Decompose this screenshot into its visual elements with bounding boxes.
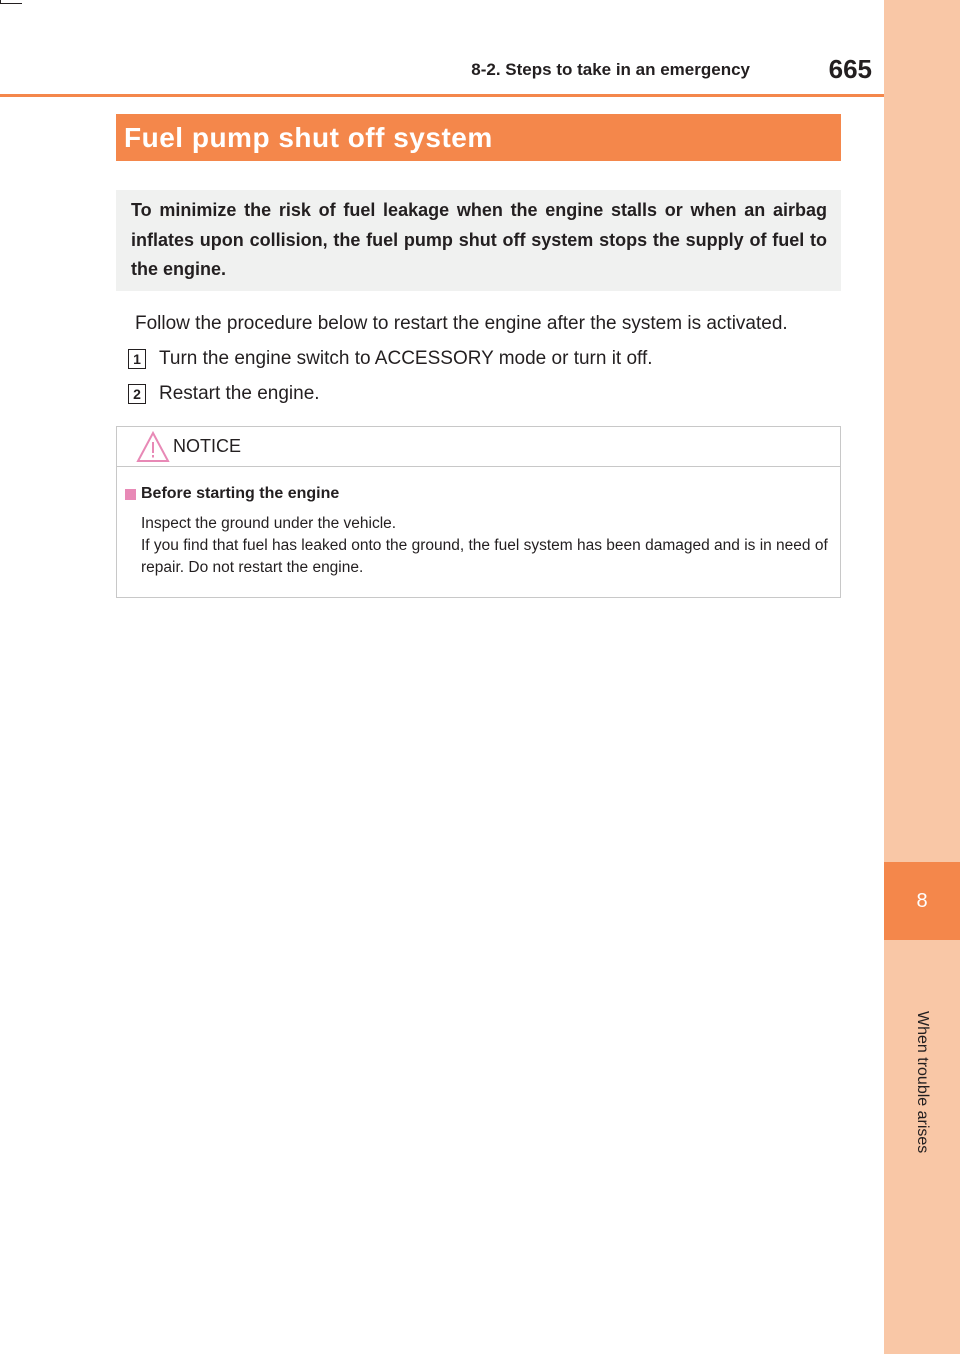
notice-item-title [125,485,339,503]
notice-item-title-text: Before starting the engine [141,485,340,502]
notice-box [116,426,841,598]
intro-box: To minimize the risk of fuel leakage when the engine stalls or when an airbag inflates upon collision, the fuel pump shut off system stops the supply of fuel to the engine. [116,190,841,291]
step-number-badge: 2 [128,384,146,404]
body-paragraph: Follow the procedure below to restart the engine after the system is activated. [135,313,788,334]
notice-line-1: Inspect the ground under the vehicle. [141,515,397,532]
section-title: Fuel pump shut off system [124,121,493,153]
notice-header [117,427,840,467]
section-title-bar [116,114,841,161]
step-2 [128,384,838,408]
running-header-section: 8-2. Steps to take in an emergency [471,60,750,79]
step-text: Restart the engine. [159,383,320,404]
step-number-badge: 1 [128,349,146,369]
square-bullet-icon [125,489,136,500]
header-rule [0,94,884,97]
notice-line-2: If you find that fuel has leaked onto the ground, the fuel system has been damaged and is in need of repair. Do not restart the engine. [141,537,828,576]
page-number: 665 [828,54,872,84]
warning-triangle-icon [136,431,170,463]
notice-text [141,513,829,579]
notice-label: NOTICE [173,436,242,456]
step-text: Turn the engine switch to ACCESSORY mode or turn it off. [159,348,653,369]
side-chapter-number: 8 [884,862,960,940]
crop-mark-top-left-h [0,3,22,4]
side-chapter-title: When trouble arises [914,1011,931,1154]
step-1 [128,349,838,373]
